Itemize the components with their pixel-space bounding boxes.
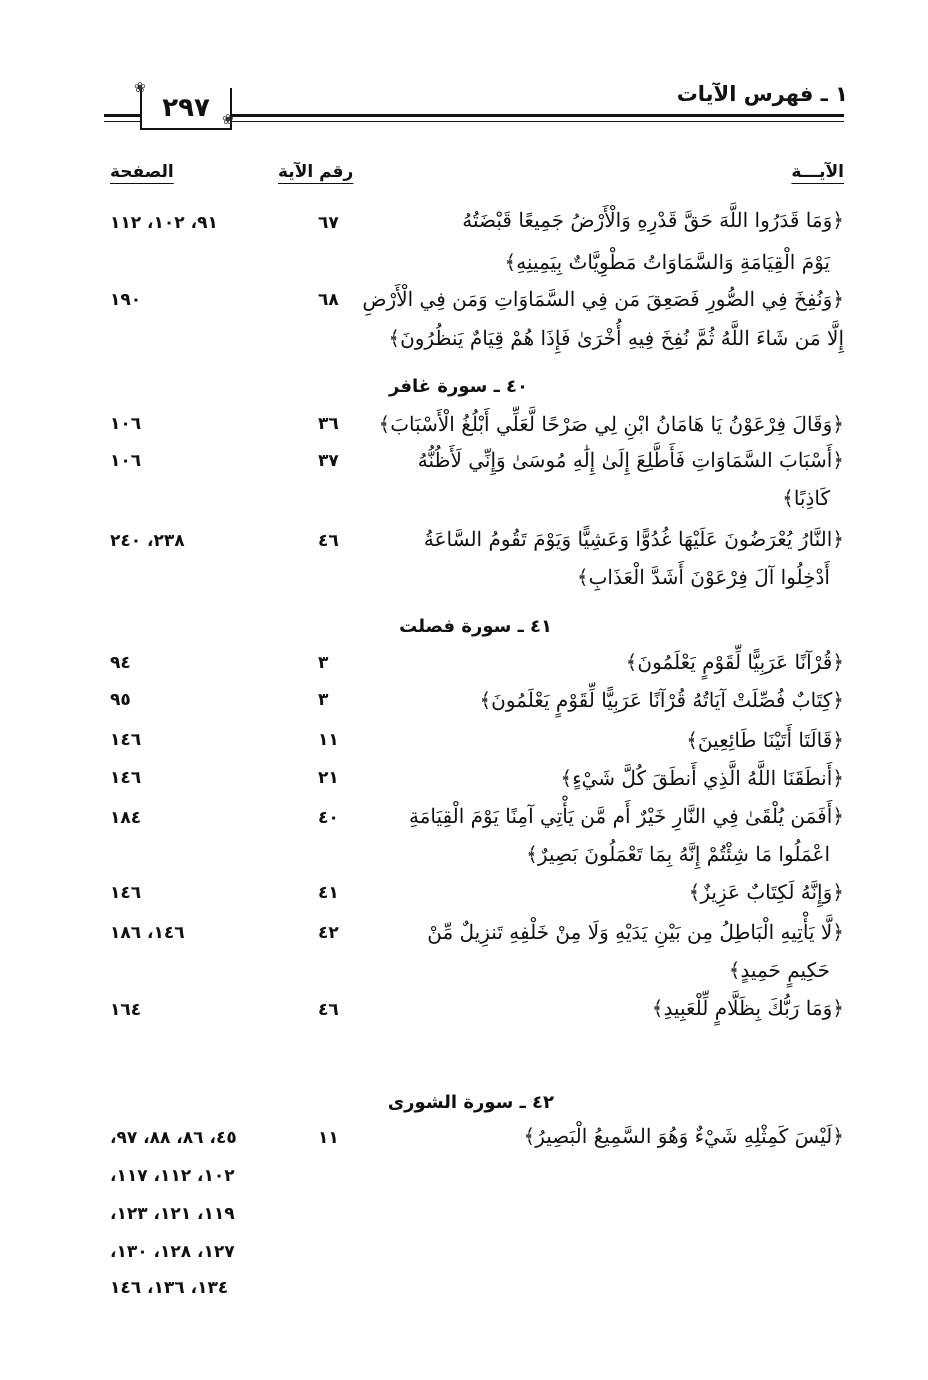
aya-text: ﴿قُرْآنًا عَرَبِيًّا لِّقَوْمٍ يَعْلَمُونَ﴾ — [625, 650, 844, 674]
page-refs: ١٤٦، ١٨٦ — [110, 923, 185, 943]
page-refs: ٩٥ — [110, 690, 131, 710]
aya-number: ٣٧ — [318, 451, 339, 471]
ornament-icon: ❀ — [222, 112, 234, 128]
aya-number: ٤٦ — [318, 1000, 339, 1020]
aya-text: ﴿وَمَا قَدَرُوا اللَّهَ حَقَّ قَدْرِهِ وَالْأَرْضُ جَمِيعًا قَبْضَتُهُ — [462, 208, 844, 232]
aya-number: ٤١ — [318, 883, 339, 903]
page-refs: ١٩٠ — [110, 290, 142, 310]
aya-number: ٦٨ — [318, 290, 339, 310]
aya-text: ﴿لَّا يَأْتِيهِ الْبَاطِلُ مِن بَيْنِ يَدَيْهِ وَلَا مِنْ خَلْفِهِ تَنزِيلٌ مِّنْ — [427, 920, 844, 944]
column-heading-aya: الآيـــة — [791, 162, 844, 182]
aya-text: ﴿وَقَالَ فِرْعَوْنُ يَا هَامَانُ ابْنِ لِي صَرْحًا لَّعَلِّي أَبْلُغُ الْأَسْبَابَ﴾ — [378, 412, 844, 436]
aya-number: ٣ — [318, 653, 329, 673]
aya-text: ﴿كِتَابٌ فُصِّلَتْ آيَاتُهُ قُرْآنًا عَرَبِيًّا لِّقَوْمٍ يَعْلَمُونَ﴾ — [479, 688, 844, 712]
aya-text: ﴿النَّارُ يُعْرَضُونَ عَلَيْهَا غُدُوًّا وَعَشِيًّا وَيَوْمَ تَقُومُ السَّاعَةُ — [423, 527, 844, 551]
aya-text: ﴿أَسْبَابَ السَّمَاوَاتِ فَأَطَّلِعَ إِلَىٰ إِلَٰهِ مُوسَىٰ وَإِنِّي لَأَظُنُّهُ — [417, 448, 844, 472]
page-refs: ٩١، ١٠٢، ١١٢ — [110, 213, 218, 233]
aya-text: إِلَّا مَن شَاءَ اللَّهُ ثُمَّ نُفِخَ فِيهِ أُخْرَىٰ فَإِذَا هُمْ قِيَامٌ يَنظُرُونَ﴾ — [388, 326, 844, 350]
aya-text: ﴿وَإِنَّهُ لَكِتَابٌ عَزِيزٌ﴾ — [688, 880, 844, 904]
page-refs: ١٠٦ — [110, 414, 142, 434]
page-refs: ٩٤ — [110, 653, 131, 673]
aya-text: أَدْخِلُوا آلَ فِرْعَوْنَ أَشَدَّ الْعَذَابِ﴾ — [576, 565, 830, 589]
surah-heading: ٤٠ ـ سورة غافر — [389, 376, 528, 397]
aya-text: ﴿أَفَمَن يُلْقَىٰ فِي النَّارِ خَيْرٌ أَم مَّن يَأْتِي آمِنًا يَوْمَ الْقِيَامَةِ — [408, 804, 844, 828]
running-title: ١ ـ فهرس الآيات — [676, 82, 848, 106]
page-refs: ١٤٦ — [110, 883, 142, 903]
page-refs: ٢٣٨، ٢٤٠ — [110, 531, 185, 551]
aya-number: ٤٠ — [318, 808, 339, 828]
aya-number: ٤٦ — [318, 531, 339, 551]
surah-heading: ٤١ ـ سورة فصلت — [399, 616, 552, 637]
page-refs: ١٨٤ — [110, 808, 142, 828]
page-refs: ١٠٢، ١١٢، ١١٧، — [110, 1166, 235, 1186]
aya-text: ﴿وَنُفِخَ فِي الصُّورِ فَصَعِقَ مَن فِي السَّمَاوَاتِ وَمَن فِي الْأَرْضِ — [362, 287, 844, 311]
surah-heading: ٤٢ ـ سورة الشورى — [387, 1092, 554, 1113]
aya-text: اعْمَلُوا مَا شِئْتُمْ إِنَّهُ بِمَا تَعْمَلُونَ بَصِيرٌ﴾ — [526, 842, 830, 866]
aya-number: ٤٢ — [318, 923, 339, 943]
column-heading-page: الصفحة — [110, 162, 174, 182]
aya-number: ٣٦ — [318, 414, 339, 434]
page-refs: ١٤٦ — [110, 768, 142, 788]
aya-number: ٦٧ — [318, 213, 339, 233]
page-refs: ١٣٤، ١٣٦، ١٤٦ — [110, 1278, 229, 1298]
page-refs: ٤٥، ٨٦، ٨٨، ٩٧، — [110, 1128, 237, 1148]
page-refs: ١٢٧، ١٢٨، ١٣٠، — [110, 1242, 235, 1262]
aya-number: ٢١ — [318, 768, 339, 788]
page-number-box — [140, 88, 232, 130]
aya-text: ﴿قَالَتَا أَتَيْنَا طَائِعِينَ﴾ — [686, 728, 844, 752]
page-refs: ١٦٤ — [110, 1000, 142, 1020]
aya-text: ﴿وَمَا رَبُّكَ بِظَلَّامٍ لِّلْعَبِيدِ﴾ — [651, 996, 844, 1020]
aya-number: ٣ — [318, 690, 329, 710]
page-refs: ١٠٦ — [110, 451, 142, 471]
aya-text: ﴿أَنطَقَنَا اللَّهُ الَّذِي أَنطَقَ كُلَّ شَيْءٍ﴾ — [560, 766, 844, 790]
aya-text: يَوْمَ الْقِيَامَةِ وَالسَّمَاوَاتُ مَطْوِيَّاتٌ بِيَمِينِهِ﴾ — [504, 250, 830, 274]
column-heading-aya-number: رقم الآية — [278, 162, 354, 182]
page-refs: ١١٩، ١٢١، ١٢٣، — [110, 1204, 235, 1224]
ornament-icon: ❀ — [134, 80, 146, 96]
aya-text: حَكِيمٍ حَمِيدٍ﴾ — [728, 958, 830, 982]
aya-number: ١١ — [318, 1128, 339, 1148]
aya-text: ﴿لَيْسَ كَمِثْلِهِ شَيْءٌ وَهُوَ السَّمِيعُ الْبَصِيرُ﴾ — [523, 1124, 844, 1148]
aya-text: كَاذِبًا﴾ — [782, 486, 830, 510]
aya-number: ١١ — [318, 730, 339, 750]
page-refs: ١٤٦ — [110, 730, 142, 750]
page-number: ٢٩٧ — [162, 93, 210, 123]
